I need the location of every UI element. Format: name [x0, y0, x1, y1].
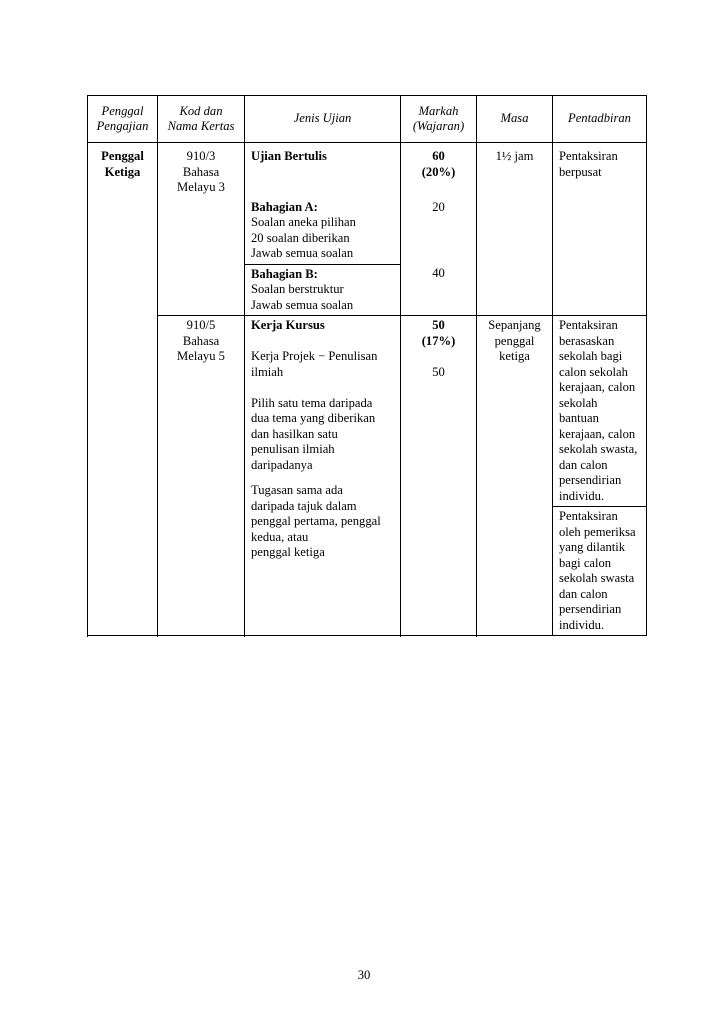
section-a-cell: Bahagian A: Soalan aneka pilihan 20 soalan diberikan Jawab semua soalan	[245, 198, 401, 265]
header-markah: Markah (Wajaran)	[401, 96, 477, 143]
paper2-admin2-cell: Pentaksiran oleh pemeriksa yang dilantik bagi calon sekolah swasta dan calon persendirian individu.	[553, 507, 647, 636]
term-cell: Penggal Ketiga	[88, 143, 158, 636]
paper1-mark-cell: 60 (20%)	[401, 143, 477, 198]
page-number: 30	[357, 968, 371, 982]
header-jenis: Jenis Ujian	[245, 96, 401, 143]
section-b-cell: Bahagian B: Soalan berstruktur Jawab semua soalan	[245, 264, 401, 316]
header-masa: Masa	[477, 96, 553, 143]
table-row	[88, 264, 647, 316]
header-pentadbiran: Pentadbiran	[553, 96, 647, 143]
header-kod: Kod dan Nama Kertas	[158, 96, 245, 143]
paper1-admin-cell: Pentaksiran berpusat	[553, 143, 647, 198]
header-penggal: Penggal Pengajian	[88, 96, 158, 143]
header-row	[88, 96, 647, 143]
paper2-code-cell: 910/5 Bahasa Melayu 5	[158, 316, 245, 636]
section-a-mark: 20	[401, 198, 477, 265]
paper2-content-cell: Kerja Kursus Kerja Projek − Penulisan ilmiah Pilih satu tema daripada dua tema yang diberikan dan hasilkan satu penulisan ilmiah daripadanya Tugasan sama ada daripada tajuk dalam penggal pertama, penggal kedua, atau penggal ketiga	[245, 316, 401, 636]
section-b-mark: 40	[401, 264, 477, 316]
paper2-time-cell: Sepanjang penggal ketiga	[477, 316, 553, 636]
paper1-time-cell: 1½ jam	[477, 143, 553, 198]
paper1-code-cell: 910/3 Bahasa Melayu 3	[158, 143, 245, 198]
paper2-mark-cell: 50 (17%) 50	[401, 316, 477, 636]
table-row	[88, 198, 647, 265]
paper1-title-cell: Ujian Bertulis	[245, 143, 401, 198]
paper2-admin1-cell: Pentaksiran berasaskan sekolah bagi calon sekolah kerajaan, calon sekolah bantuan kerajaan, calon sekolah swasta, dan calon persendirian individu.	[553, 316, 647, 507]
assessment-table	[87, 95, 647, 636]
table-row	[88, 143, 647, 198]
table-row	[88, 316, 647, 507]
